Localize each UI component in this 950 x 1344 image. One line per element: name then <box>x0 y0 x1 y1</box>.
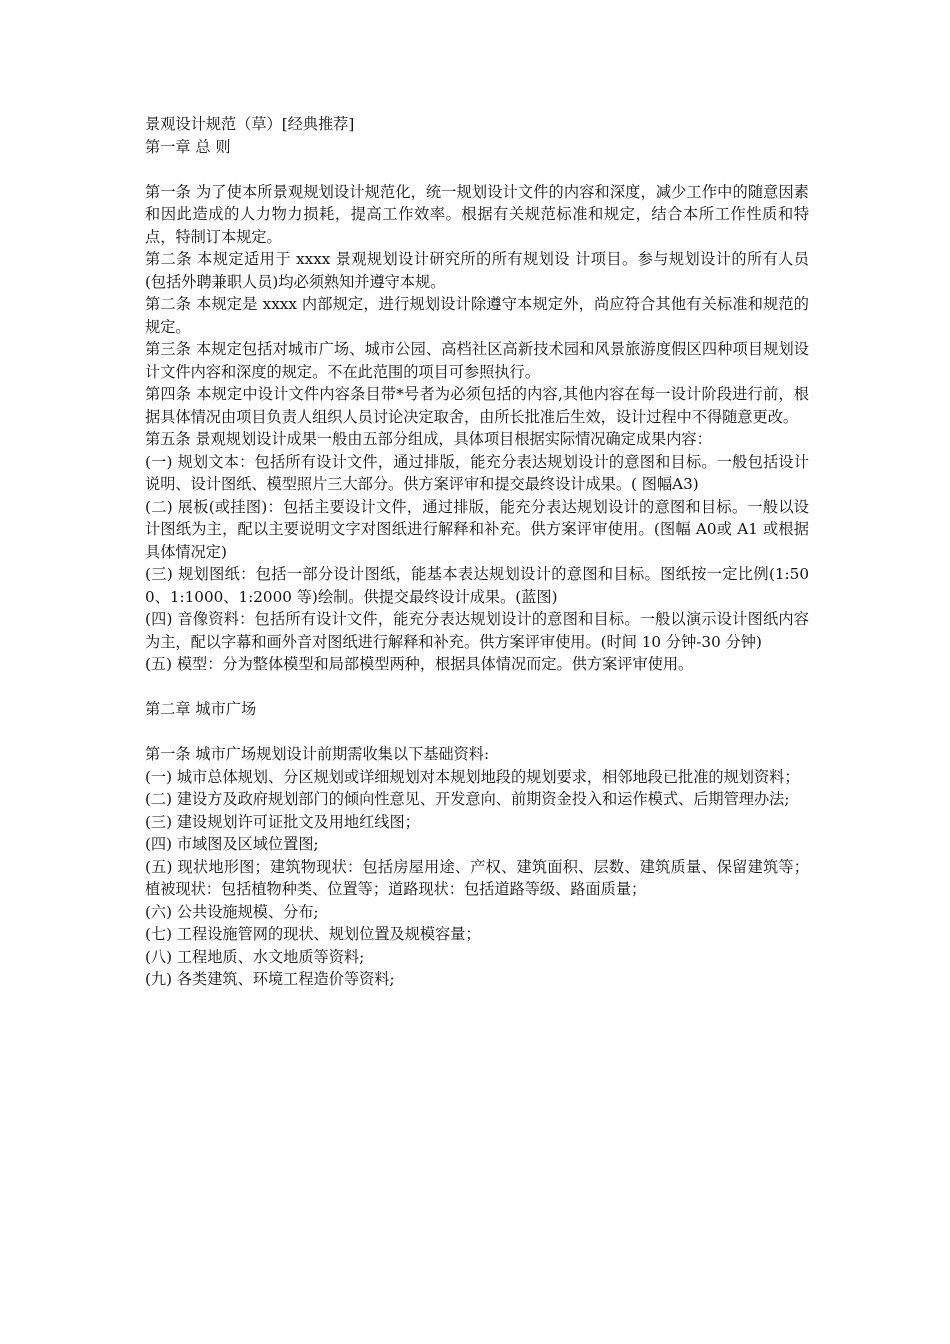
chapter-1-heading: 第一章 总 则 <box>145 137 231 156</box>
ch1-article-2: 第二条 本规定适用于 xxxx 景观规划设计研究所的所有规划设 计项目。参与规划设计的所有人员(包括外聘兼职人员)均必须熟知并遵守本规。 <box>145 250 809 291</box>
ch2-item-2: (二) 建设方及政府规划部门的倾向性意见、开发意向、前期资金投入和运作模式、后期管理办法; <box>145 790 790 808</box>
document-title: 景观设计规范（草）[经典推荐] <box>145 115 355 133</box>
ch1-item-3: (三) 规划图纸：包括一部分设计图纸，能基本表达规划设计的意图和目标。图纸按一定比例(1:500、1:1000、1:2000 等)绘制。供提交最终设计成果。(蓝图) <box>145 565 809 606</box>
ch1-article-5: 第五条 景观规划设计成果一般由五部分组成，具体项目根据实际情况确定成果内容： <box>145 430 712 448</box>
chapter-2-heading: 第二章 城市广场 <box>145 700 257 718</box>
document-body <box>145 113 809 991</box>
ch2-item-7: (七) 工程设施管网的现状、规划位置及规模容量； <box>145 925 481 943</box>
ch1-article-1: 第一条 为了使本所景观规划设计规范化，统一规划设计文件的内容和深度，减少工作中的随意因素和因此造成的人力物力损耗，提高工作效率。根据有关规范标准和规定，结合本所工作性质和特点，特制订本规定。 <box>145 182 809 246</box>
ch1-article-4: 第四条 本规定中设计文件内容条目带*号者为必须包括的内容,其他内容在每一设计阶段进行前，根据具体情况由项目负责人组织人员讨论决定取舍，由所长批准后生效，设计过程中不得随意更改。 <box>145 385 809 426</box>
ch2-item-1: (一) 城市总体规划、分区规划或详细规划对本规划地段的规划要求，相邻地段已批准的规划资料； <box>145 767 800 786</box>
spacer <box>145 721 809 744</box>
ch1-item-5: (五) 模型：分为整体模型和局部模型两种，根据具体情况而定。供方案评审使用。 <box>145 655 694 673</box>
ch1-article-3: 第三条 本规定包括对城市广场、城市公园、高档社区高新技术园和风景旅游度假区四种项目规划设计文件内容和深度的规定。不在此范围的项目可参照执行。 <box>145 340 809 381</box>
ch2-article-1: 第一条 城市广场规划设计前期需收集以下基础资料: <box>145 745 490 763</box>
ch1-item-4: (四) 音像资料：包括所有设计文件，能充分表达规划设计的意图和目标。一般以演示设计图纸内容为主，配以字幕和画外音对图纸进行解释和补充。供方案评审使用。(时间 10 分钟-30 分钟) <box>145 610 809 651</box>
spacer <box>145 676 809 699</box>
ch2-item-4: (四) 市域图及区域位置图; <box>145 835 319 853</box>
ch2-item-9: (九) 各类建筑、环境工程造价等资料; <box>145 970 395 988</box>
ch2-item-6: (六) 公共设施规模、分布; <box>145 902 319 921</box>
ch1-item-2: (二) 展板(或挂图)：包括主要设计文件，通过排版，能充分表达规划设计的意图和目标。一般以设计图纸为主，配以主要说明文字对图纸进行解释和补充。供方案评审使用。(图幅 A0或 A1 或根据具体情况定) <box>145 497 809 561</box>
ch1-item-1: (一) 规划文本：包括所有设计文件，通过排版，能充分表达规划设计的意图和目标。一般包括设计说明、设计图纸、模型照片三大部分。供方案评审和提交最终设计成果。( 图幅A3) <box>145 452 809 493</box>
ch2-item-8: (八) 工程地质、水文地质等资料; <box>145 947 365 966</box>
ch2-item-5: (五) 现状地形图；建筑物现状：包括房屋用途、产权、建筑面积、层数、建筑质量、保留建筑等；植被现状：包括植物种类、位置等；道路现状：包括道路等级、路面质量； <box>145 857 809 898</box>
ch2-item-3: (三) 建设规划许可证批文及用地红线图； <box>145 812 420 831</box>
ch1-article-2b: 第二条 本规定是 xxxx 内部规定，进行规划设计除遵守本规定外，尚应符合其他有关标准和规范的规定。 <box>145 295 809 336</box>
spacer <box>145 158 809 181</box>
